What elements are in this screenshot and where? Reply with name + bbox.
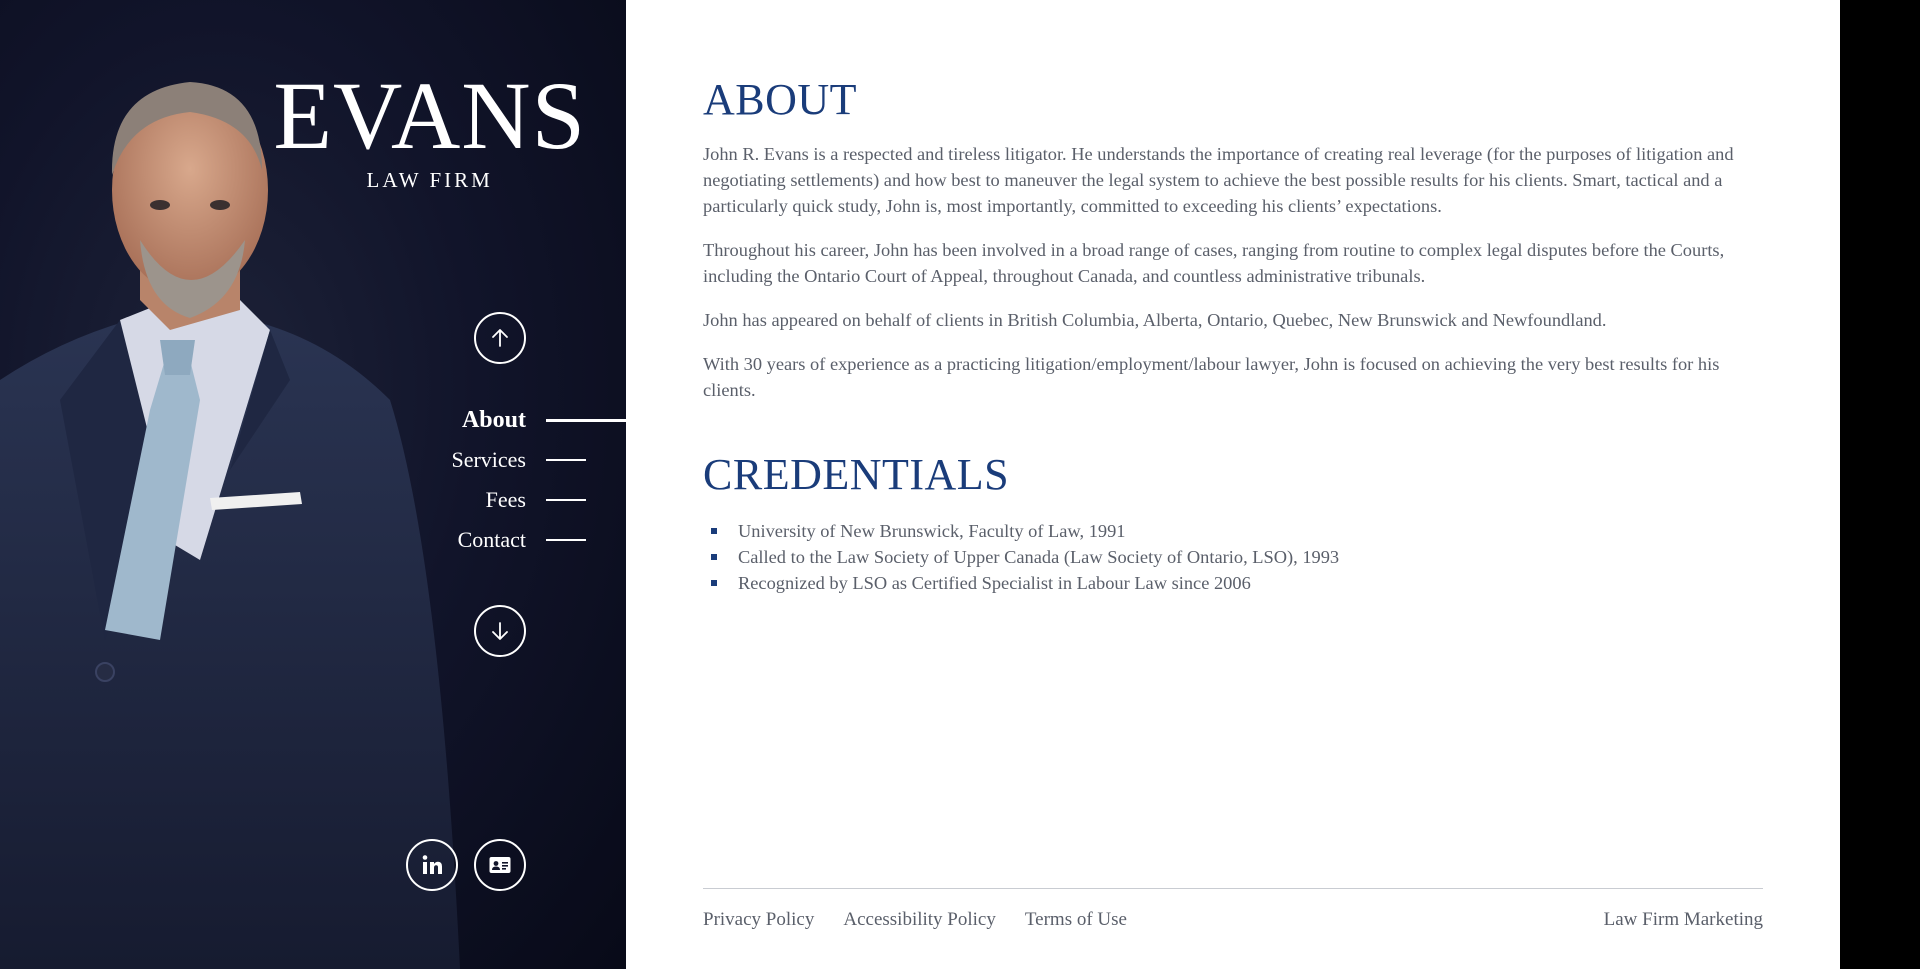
- brand-logo[interactable]: [273, 62, 586, 193]
- main-content: [626, 0, 1840, 969]
- list-item: [703, 518, 1339, 544]
- bullet-icon: [711, 580, 717, 586]
- arrow-up-icon: [488, 326, 512, 350]
- scroll-down-button[interactable]: [474, 605, 526, 657]
- sidebar-panel: [0, 0, 626, 969]
- about-paragraph: Throughout his career, John has been involved in a broad range of cases, ranging from routine to complex legal disputes before the Courts, including the Ontario Court of Appeal, throughout Canada, and countless administrative tribunals.: [703, 240, 1725, 286]
- vcard-icon: [488, 853, 512, 877]
- nav-dash: [546, 539, 586, 541]
- accessibility-policy-link[interactable]: Accessibility Policy: [843, 909, 996, 930]
- bullet-icon: [711, 528, 717, 534]
- footer: [703, 909, 1763, 931]
- brand-tagline: LAW FIRM: [366, 168, 493, 192]
- about-paragraph: John R. Evans is a respected and tireless litigator. He understands the importance of creating real leverage (for the purposes of litigation and negotiating settlements) and how best to maneuver the legal system to achieve the best possible results for his clients. Smart, tactical and a particularly quick study, John is, most importantly, committed to exceeding his clients’ expectations.: [703, 144, 1734, 216]
- terms-of-use-link[interactable]: Terms of Use: [1024, 909, 1127, 930]
- nav-item-label: Services: [451, 447, 526, 472]
- credential-text: Called to the Law Society of Upper Canada (Law Society of Ontario, LSO), 1993: [738, 547, 1340, 567]
- nav-active-indicator: [546, 419, 626, 422]
- credentials-heading: CREDENTIALS: [703, 450, 1010, 499]
- footer-divider: [703, 888, 1763, 889]
- about-paragraph: With 30 years of experience as a practicing litigation/employment/labour lawyer, John is focused on achieving the very best results for his clients.: [703, 354, 1720, 400]
- list-item: [703, 570, 1339, 596]
- credentials-list: [703, 518, 1339, 596]
- nav-dash: [546, 499, 586, 501]
- main-nav: [326, 400, 626, 560]
- credential-text: Recognized by LSO as Certified Specialist in Labour Law since 2006: [738, 573, 1251, 593]
- brand-name: EVANS: [273, 62, 586, 169]
- privacy-policy-link[interactable]: Privacy Policy: [703, 909, 815, 930]
- nav-item-about[interactable]: [326, 400, 626, 440]
- page-edge: [1840, 0, 1920, 969]
- credential-text: University of New Brunswick, Faculty of Law, 1991: [738, 521, 1126, 541]
- arrow-down-icon: [488, 619, 512, 643]
- about-paragraph: John has appeared on behalf of clients in British Columbia, Alberta, Ontario, Quebec, New Brunswick and Newfoundland.: [703, 310, 1607, 330]
- list-item: [703, 544, 1339, 570]
- nav-dash: [546, 459, 586, 461]
- nav-item-label: About: [461, 406, 526, 433]
- linkedin-icon: [420, 853, 444, 877]
- bullet-icon: [711, 554, 717, 560]
- nav-item-fees[interactable]: [326, 480, 626, 520]
- law-firm-marketing-link[interactable]: Law Firm Marketing: [1603, 909, 1763, 930]
- about-body: [703, 141, 1763, 421]
- linkedin-button[interactable]: [406, 839, 458, 891]
- nav-item-services[interactable]: [326, 440, 626, 480]
- about-heading: ABOUT: [703, 75, 858, 124]
- vcard-button[interactable]: [474, 839, 526, 891]
- scroll-up-button[interactable]: [474, 312, 526, 364]
- nav-item-label: Contact: [457, 527, 526, 552]
- nav-item-label: Fees: [485, 487, 526, 512]
- nav-item-contact[interactable]: [326, 520, 626, 560]
